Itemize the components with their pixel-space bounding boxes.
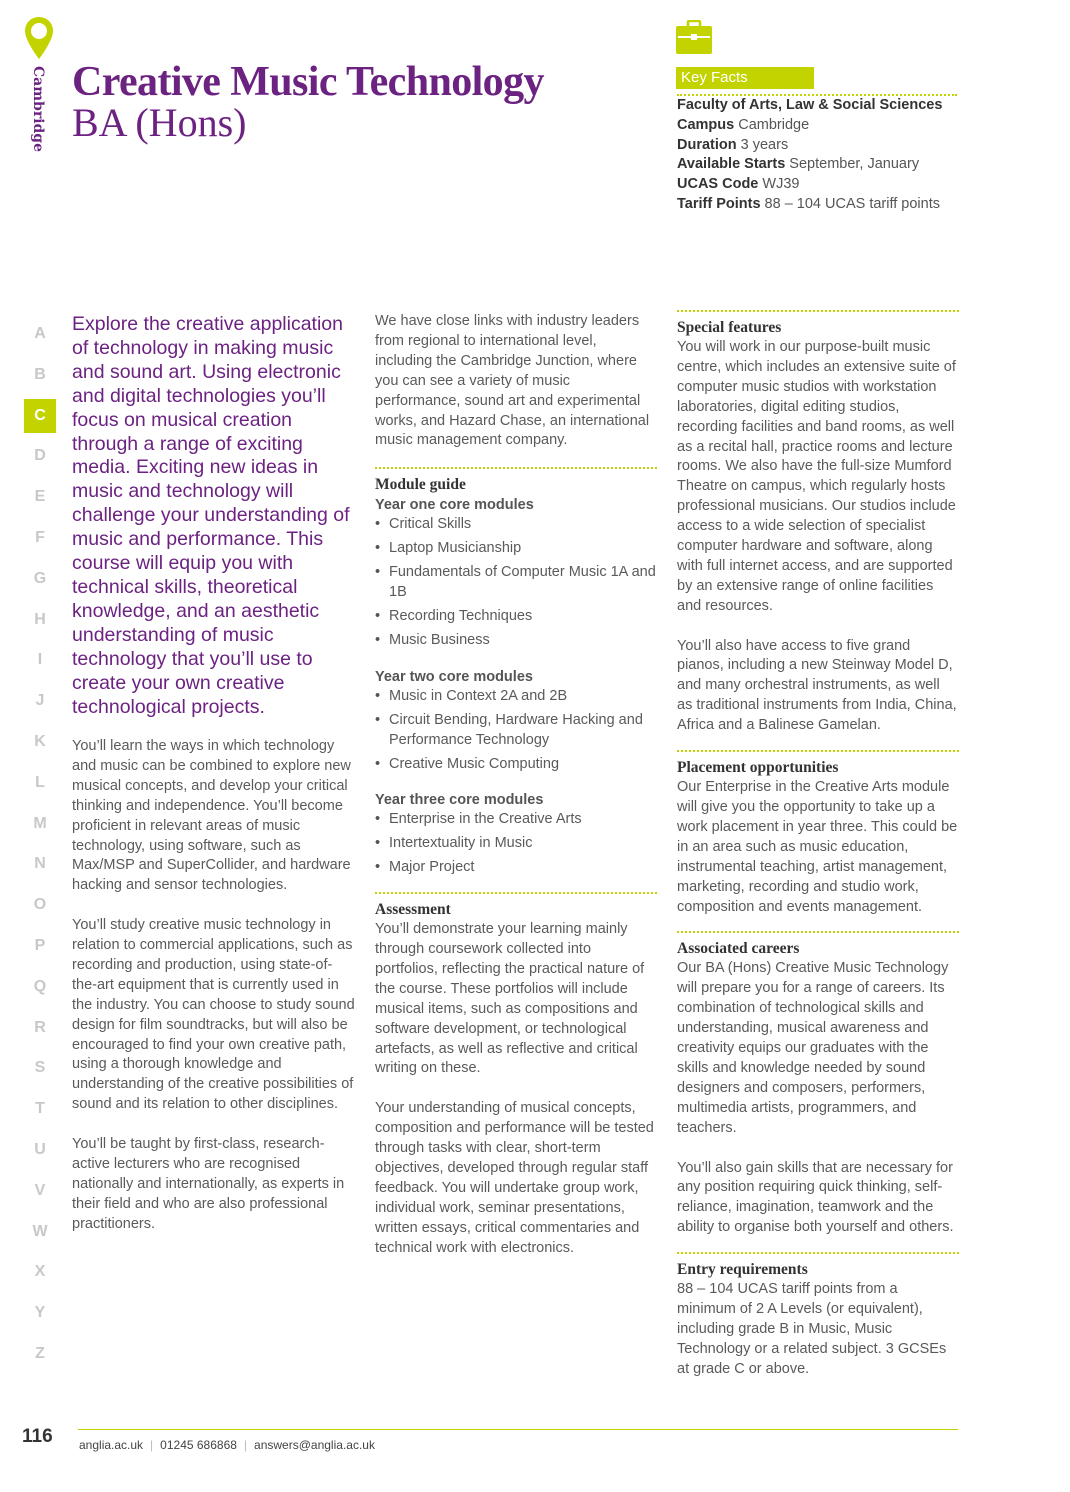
- alphabet-letter-r[interactable]: R: [34, 1018, 46, 1036]
- alphabet-letter-e[interactable]: E: [34, 488, 46, 506]
- alphabet-letter-o[interactable]: O: [33, 896, 47, 914]
- briefcase-icon: [676, 20, 712, 54]
- key-fact-row: Duration 3 years: [677, 136, 789, 153]
- footer-contact: [79, 1438, 375, 1452]
- website-link[interactable]: anglia.ac.uk: [79, 1438, 144, 1452]
- alphabet-index: [24, 314, 56, 1375]
- assessment-paragraph: Your understanding of musical concepts, composition and performance will be tested through tasks with clear, short-term objectives, developed through regular staff feedback. You will undertake group work, individual work, seminar presentations, written essays, critical commentaries and technical work with electronics.: [375, 1100, 654, 1256]
- section-divider: [677, 750, 959, 752]
- footer-separator: |: [243, 1438, 248, 1452]
- special-features-paragraph: You will work in our purpose-built music centre, which includes an extensive suite of computer music studios with workstation laboratories, digital editing studios, recording facilities and band rooms, as well as a recital hall, practice rooms and lecture rooms. We also have the full-size Mumford Theatre on campus, which regularly hosts professional musicians. Our studios include access to a wide selection of specialist computer hardware and software, along with full internet access, and are supported by an extensive range of online facilities and resources.: [677, 339, 956, 614]
- alphabet-letter-i[interactable]: I: [37, 651, 43, 669]
- key-facts-heading: Key Facts: [676, 67, 814, 89]
- alphabet-letter-l[interactable]: L: [35, 773, 45, 791]
- module-guide-heading: Module guide: [375, 476, 466, 494]
- alphabet-letter-t[interactable]: T: [35, 1100, 45, 1118]
- alphabet-letter-v[interactable]: V: [34, 1181, 46, 1199]
- module-item: • Intertextuality in Music: [375, 834, 657, 854]
- body-paragraph: You’ll learn the ways in which technology and music can be combined to explore new musical concepts, and develop your critical thinking and independence. You’ll become proficient in relevant areas of music technology, using software, such as Max/MSP and SuperCollider, and hardware hacking and sensor technologies.: [72, 738, 351, 894]
- key-fact-row: UCAS Code WJ39: [677, 176, 800, 193]
- module-item: • Critical Skills: [375, 515, 657, 535]
- alphabet-letter-p[interactable]: P: [34, 936, 46, 954]
- key-facts-faculty: Faculty of Arts, Law & Social Sciences: [677, 97, 943, 113]
- alphabet-letter-c[interactable]: C: [24, 399, 56, 433]
- body-paragraph: You’ll study creative music technology in relation to commercial applications, such as recording and production, using state-of-the-art equipment that is currently used in the industry. You can choose to study sound design for film soundtracks, but will also be encouraged to find your own creative path, using a thorough knowledge and understanding of the creative possibilities of sound and its relation to other disciplines.: [72, 917, 355, 1113]
- year-three-heading: Year three core modules: [375, 792, 544, 809]
- alphabet-letter-n[interactable]: N: [34, 855, 46, 873]
- year-three-modules: [375, 810, 657, 878]
- alphabet-letter-m[interactable]: M: [33, 814, 47, 832]
- special-features-heading: Special features: [677, 319, 782, 336]
- module-item: • Fundamentals of Computer Music 1A and 1B: [375, 563, 657, 603]
- column-2: [375, 312, 657, 1278]
- careers-heading: Associated careers: [677, 940, 800, 958]
- module-item: • Laptop Musicianship: [375, 539, 657, 559]
- page-title: Creative Music Technology: [72, 59, 544, 105]
- alphabet-letter-k[interactable]: K: [34, 732, 46, 750]
- module-item: • Creative Music Computing: [375, 755, 657, 775]
- key-facts-list: [677, 96, 967, 215]
- body-paragraph: You’ll be taught by first-class, research-active lecturers who are recognised nationally and internationally, as experts in their field and who are also professional practitioners.: [72, 1136, 345, 1232]
- assessment-heading: Assessment: [375, 901, 451, 919]
- key-fact-row: Tariff Points 88 – 104 UCAS tariff points: [677, 195, 940, 212]
- alphabet-letter-w[interactable]: W: [32, 1222, 48, 1240]
- alphabet-letter-x[interactable]: X: [34, 1263, 46, 1281]
- entry-requirements-heading: Entry requirements: [677, 1261, 808, 1279]
- section-divider: [375, 892, 657, 894]
- key-fact-row: Available Starts September, January: [677, 156, 920, 173]
- year-one-modules: [375, 515, 657, 650]
- alphabet-letter-s[interactable]: S: [34, 1059, 46, 1077]
- location-pin-icon: [24, 16, 54, 60]
- footer-divider: [78, 1429, 958, 1430]
- placement-paragraph: Our Enterprise in the Creative Arts module will give you the opportunity to take up a work placement in year three. This could be in an area such as music education, instrumental teaching, artist management, marketing, recording and studio work, composition and events management.: [677, 779, 958, 915]
- section-divider: [677, 310, 959, 312]
- module-item: • Recording Techniques: [375, 607, 657, 627]
- key-fact-row: Campus Cambridge: [677, 116, 810, 133]
- module-item: • Enterprise in the Creative Arts: [375, 810, 657, 830]
- alphabet-letter-h[interactable]: H: [34, 610, 46, 628]
- column-1: [72, 737, 357, 1255]
- special-features-paragraph: You’ll also have access to five grand pianos, including a new Steinway Model D, and many orchestral instruments, as well as traditional instruments from India, China, Africa and a Balinese Gamelan.: [677, 637, 957, 734]
- footer-separator: |: [150, 1438, 154, 1452]
- year-two-modules: [375, 687, 657, 775]
- careers-paragraph: You’ll also gain skills that are necessary for any position requiring quick thinking, self-reliance, imagination, teamwork and the ability to organise both yourself and others.: [677, 1159, 954, 1236]
- email-link[interactable]: answers@anglia.ac.uk: [254, 1438, 375, 1452]
- year-one-heading: Year one core modules: [375, 497, 534, 514]
- alphabet-letter-j[interactable]: J: [35, 692, 45, 710]
- phone-number[interactable]: 01245 686868: [160, 1438, 237, 1452]
- assessment-paragraph: You’ll demonstrate your learning mainly through coursework collected into portfolios, reflecting the practical nature of the course. These portfolios will include musical items, such as compositions and software development, or technological artefacts, as well as reflective and critical writing on these.: [375, 921, 645, 1077]
- page-number: 116: [22, 1426, 53, 1447]
- section-divider: [677, 1252, 959, 1254]
- module-item: • Major Project: [375, 858, 657, 878]
- alphabet-letter-d[interactable]: D: [34, 447, 46, 465]
- column-3: [677, 312, 959, 1400]
- module-item: • Circuit Bending, Hardware Hacking and Performance Technology: [375, 711, 657, 751]
- intro-text: Explore the creative application of technology in making music and sound art. Using electronic and digital technologies you’ll focus on musical creation through a range of exciting media. Exciting new ideas in music and technology will challenge your understanding of music and performance. This course will equip you with technical skills, theoretical knowledge, and an aesthetic understanding of music technology that you’ll use to create your own creative technological projects.: [72, 313, 350, 718]
- industry-links-paragraph: We have close links with industry leaders from regional to international level, including the Cambridge Junction, where you can see a variety of music performance, sound art and experimental works, and Hazard Chase, an international music management company.: [375, 313, 650, 449]
- alphabet-letter-f[interactable]: F: [35, 528, 45, 546]
- alphabet-letter-b[interactable]: B: [34, 365, 46, 383]
- module-item: • Music Business: [375, 631, 657, 651]
- alphabet-letter-u[interactable]: U: [34, 1140, 46, 1158]
- page-subtitle: BA (Hons): [72, 100, 247, 145]
- module-item: • Music in Context 2A and 2B: [375, 687, 657, 707]
- alphabet-letter-g[interactable]: G: [33, 569, 47, 587]
- campus-label: Cambridge: [30, 66, 46, 152]
- alphabet-letter-a[interactable]: A: [34, 325, 46, 342]
- section-divider: [375, 467, 657, 469]
- placement-heading: Placement opportunities: [677, 759, 839, 777]
- year-two-heading: Year two core modules: [375, 668, 533, 685]
- careers-paragraph: Our BA (Hons) Creative Music Technology will prepare you for a range of careers. Its combination of technological skills and understanding, musical awareness and creativity equips our graduates with the skills and knowledge needed by sound designers and composers, performers, multimedia artists, programmers, and teachers.: [677, 960, 949, 1136]
- alphabet-letter-z[interactable]: Z: [35, 1344, 45, 1362]
- entry-requirements-paragraph: 88 – 104 UCAS tariff points from a minimum of 2 A Levels (or equivalent), including grade B in Music, Music Technology or a related subject. 3 GCSEs at grade C or above.: [677, 1281, 947, 1377]
- alphabet-letter-y[interactable]: Y: [34, 1304, 46, 1322]
- alphabet-letter-q[interactable]: Q: [33, 977, 47, 995]
- section-divider: [677, 931, 959, 933]
